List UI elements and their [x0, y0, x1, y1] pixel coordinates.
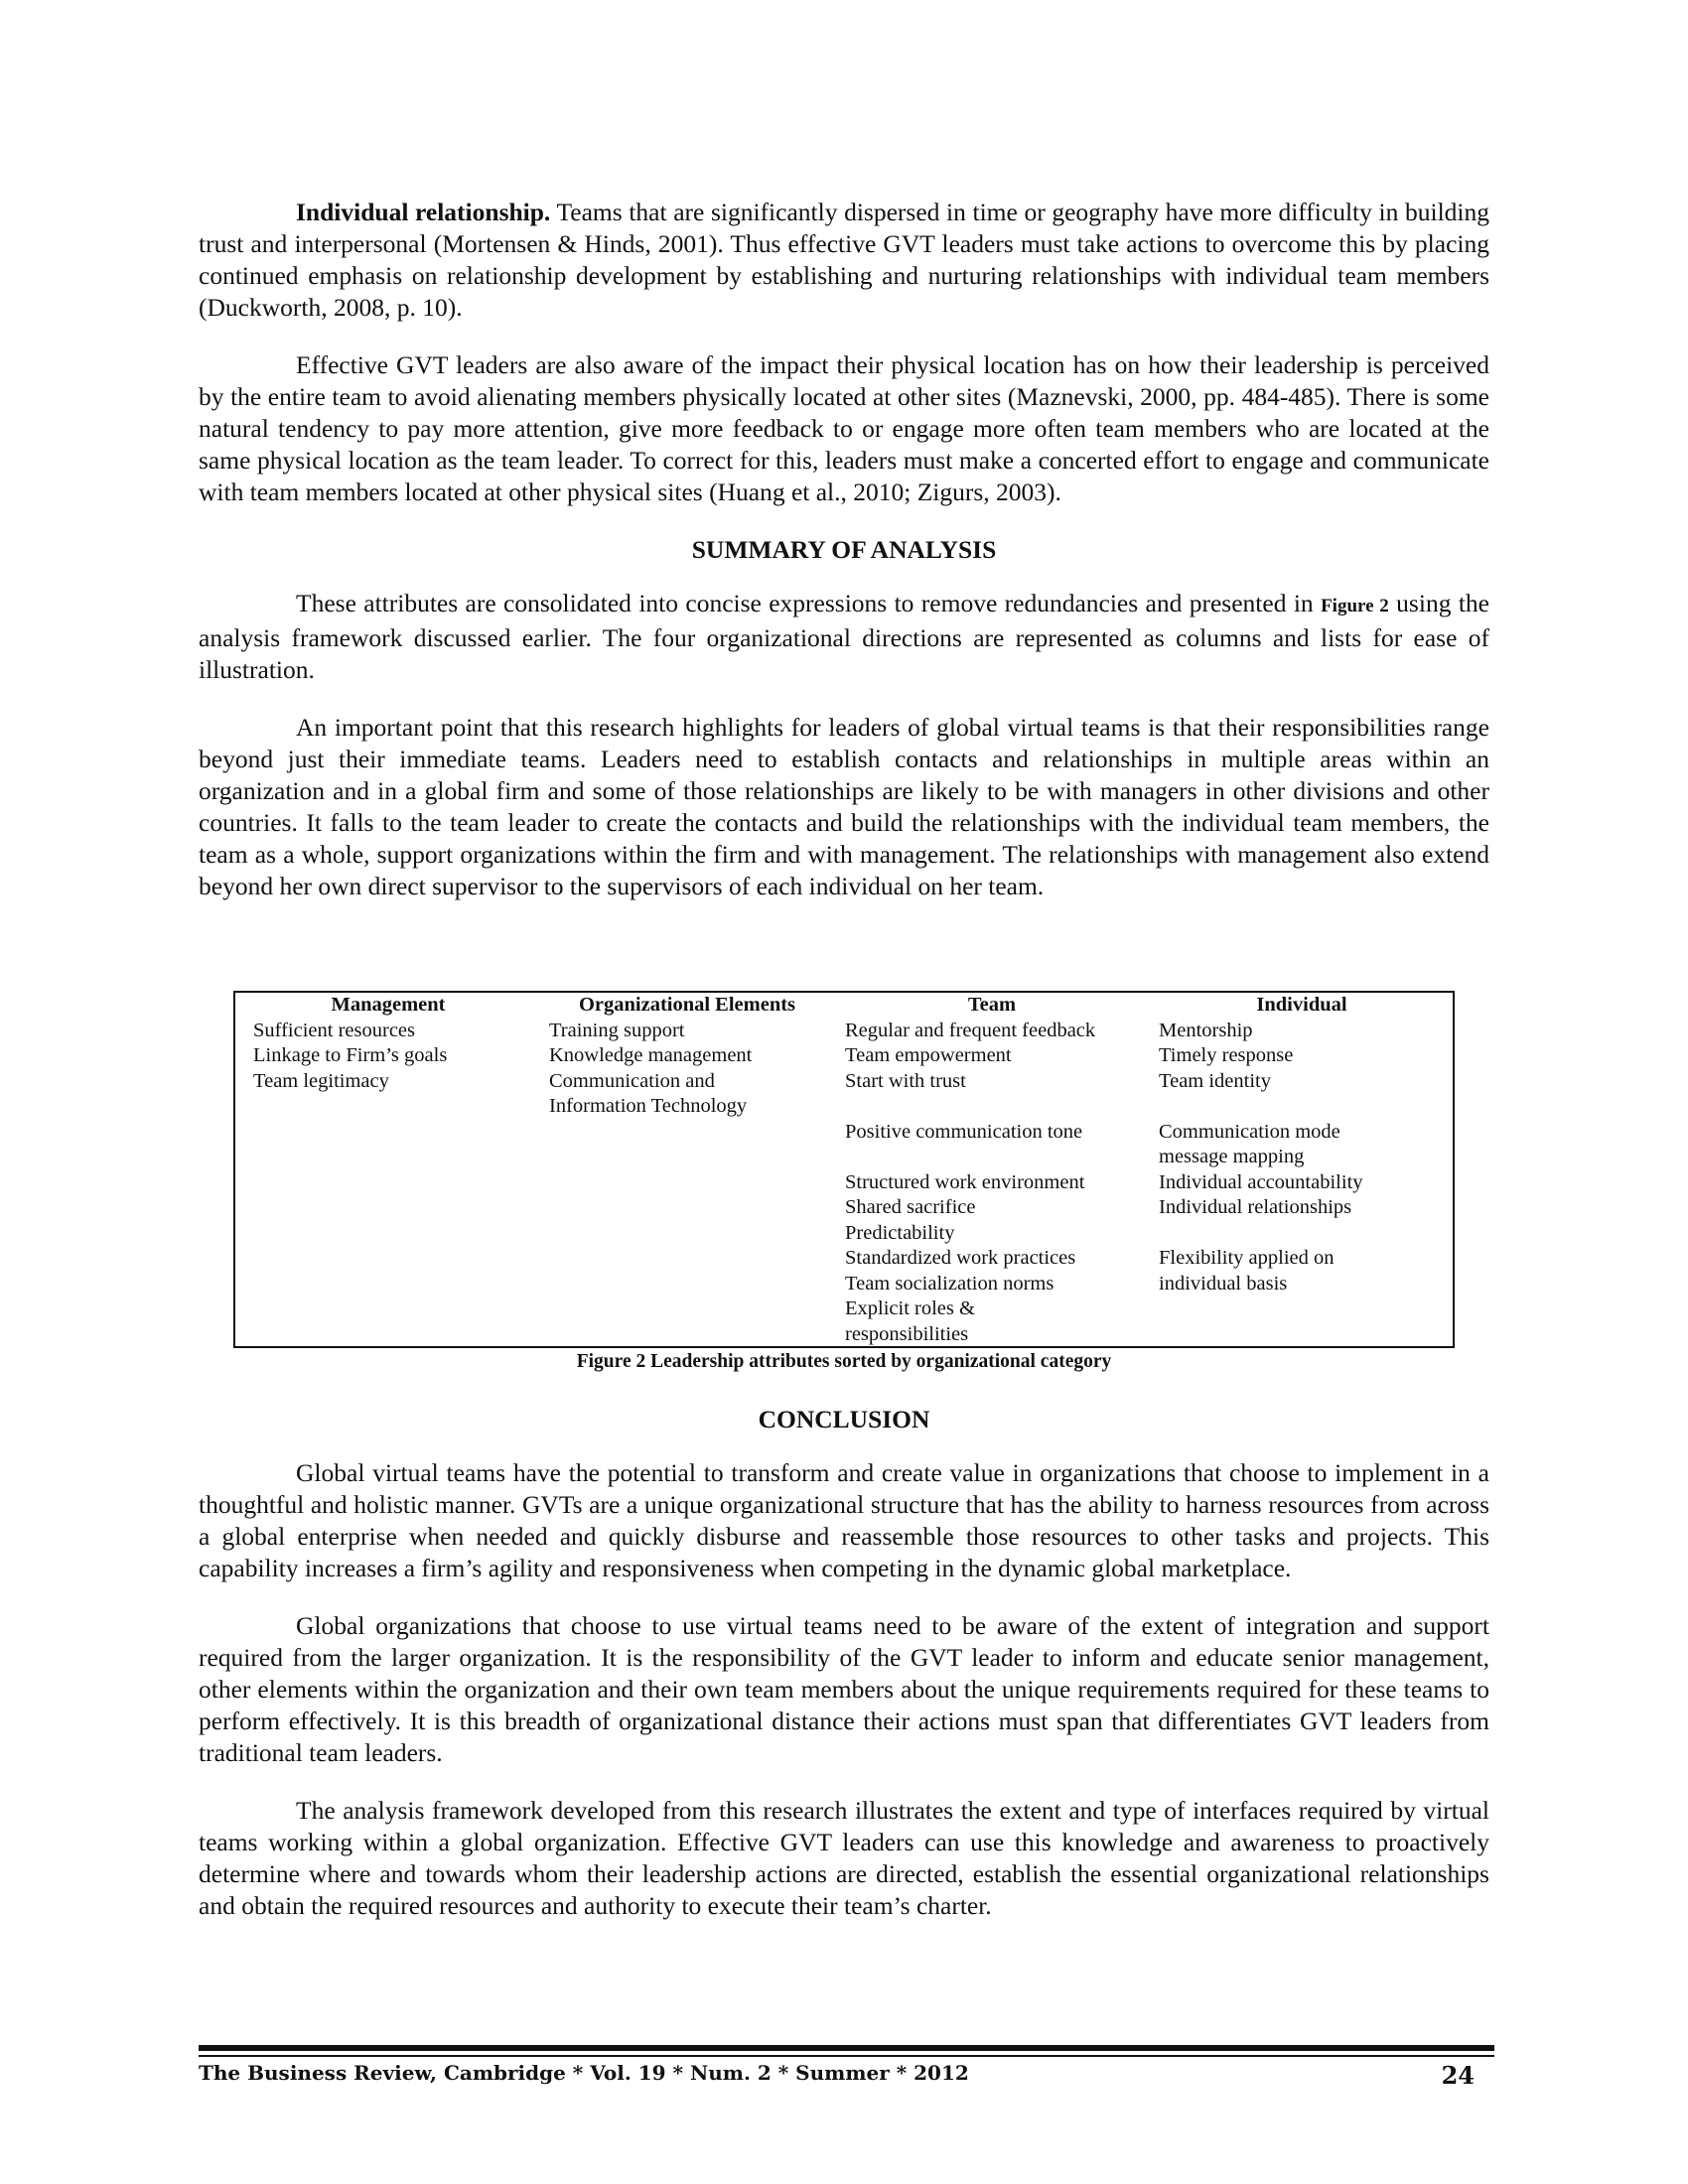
- journal-citation: The Business Review, Cambridge * Vol. 19 * Num. 2 * Summer * 2012: [199, 2061, 969, 2085]
- table-cell-item: Individual accountability: [1159, 1170, 1363, 1193]
- summary-text-before: These attributes are consolidated into concise expressions to remove redundancies and presented in: [296, 589, 1322, 617]
- figure-2-table: [233, 991, 1455, 1348]
- column-header-team: Team: [967, 994, 1017, 1016]
- table-cell-item: Predictability: [845, 1221, 955, 1244]
- table-cell-item: [1159, 1322, 1453, 1348]
- column-header-individual: Individual: [1256, 994, 1347, 1016]
- column-team: [833, 1019, 1151, 1348]
- table-cell-item: Regular and frequent feedback: [845, 1019, 1096, 1041]
- page-number: 24: [1441, 2061, 1475, 2090]
- table-cell-item: Sufficient resources: [253, 1019, 415, 1041]
- table-cell-item: Team empowerment: [845, 1044, 1012, 1066]
- paragraph-summary-1: [199, 588, 1489, 686]
- table-cell-item: Training support: [549, 1019, 685, 1041]
- table-cell-item: Positive communication tone: [845, 1120, 1083, 1143]
- table-cell-item: responsibilities: [845, 1322, 969, 1345]
- paragraph-conclusion-2: Global organizations that choose to use virtual teams need to be aware of the extent of integration and support required from the larger organization. It is the responsibility of the GVT leader to inform and educate senior management, other elements within the organization and their own team members about the unique requirements required for these teams to perform effectively. It is this breadth of organizational distance their actions must span that differentiates GVT leaders from traditional team leaders.: [199, 1611, 1489, 1767]
- figure-caption: Figure 2 Leadership attributes sorted by organizational category: [576, 1351, 1112, 1372]
- paragraph-individual-relationship: [199, 197, 1489, 324]
- column-organizational-elements: [541, 1019, 833, 1348]
- table-cell-item: Flexibility applied on: [1159, 1247, 1335, 1269]
- figure-reference: Figure 2: [1321, 596, 1389, 616]
- summary-text-after: using the analysis framework discussed earlier. The four organizational directions are represented as columns and lists for ease of illustration.: [199, 589, 1489, 684]
- column-header-organizational-elements: Organizational Elements: [578, 994, 796, 1016]
- attributes-table: [235, 993, 1453, 1347]
- table-cell-item: [1159, 1221, 1453, 1247]
- footer-rule-thick: [199, 2045, 1494, 2051]
- table-cell-item: Individual relationships: [1159, 1196, 1352, 1218]
- table-cell-item: [1159, 1094, 1453, 1120]
- paragraph-physical-location: Effective GVT leaders are also aware of the impact their physical location has on how their leadership is perceived by the entire team to avoid alienating members physically located at other sites (Maznevski, 2000, pp. 484-485). There is some natural tendency to pay more attention, give more feedback to or engage more often team members who are located at the same physical location as the team leader. To correct for this, leaders must make a concerted effort to engage and communicate with team members located at other physical sites (Huang et al., 2010; Zigurs, 2003).: [199, 350, 1489, 506]
- table-cell-item: Knowledge management: [549, 1044, 753, 1066]
- table-cell-item: Timely response: [1159, 1044, 1294, 1066]
- table-cell-item: Information Technology: [549, 1095, 748, 1117]
- table-cell-item: Team socialization norms: [845, 1272, 1055, 1295]
- conclusion-heading: CONCLUSION: [758, 1405, 930, 1433]
- paragraph-conclusion-1: Global virtual teams have the potential to transform and create value in organizations that choose to implement in a thoughtful and holistic manner. GVTs are a unique organizational structure that has the ability to harness resources from across a global enterprise when needed and quickly disburse and reassemble those resources to other tasks and projects. This capability increases a firm’s agility and responsiveness when competing in the dynamic global marketplace.: [199, 1458, 1489, 1582]
- table-cell-item: Communication mode: [1159, 1120, 1340, 1143]
- table-cell-item: individual basis: [1159, 1272, 1288, 1295]
- table-cell-item: Explicit roles &: [845, 1297, 975, 1319]
- table-cell-item: [845, 1145, 1151, 1170]
- column-individual: [1151, 1019, 1453, 1348]
- table-cell-item: Team legitimacy: [253, 1069, 389, 1092]
- table-cell-item: Team identity: [1159, 1069, 1271, 1092]
- paragraph-summary-2: An important point that this research highlights for leaders of global virtual teams is that their responsibilities range beyond just their immediate teams. Leaders need to establish contacts and relationships in multiple areas within an organization and in a global firm and some of those relationships are likely to be with managers in other divisions and other countries. It falls to the team leader to create the contacts and build the relationships with the individual team members, the team as a whole, support organizations within the firm and with management. The relationships with management also extend beyond her own direct supervisor to the supervisors of each individual on her team.: [199, 713, 1489, 900]
- table-cell-item: Start with trust: [845, 1069, 966, 1092]
- table-cell-item: [845, 1094, 1151, 1120]
- table-cell-item: Structured work environment: [845, 1170, 1085, 1193]
- column-header-management: Management: [331, 994, 446, 1016]
- article-body: [199, 197, 1489, 928]
- conclusion-section: [199, 1400, 1489, 1948]
- table-body-row: [235, 1019, 1453, 1348]
- table-cell-item: Shared sacrifice: [845, 1196, 976, 1218]
- table-header-row: [235, 993, 1453, 1019]
- paragraph-text: Teams that are significantly dispersed in time or geography have more difficulty in building trust and interpersonal (Mortensen & Hinds, 2001). Thus effective GVT leaders must take actions to overcome this by placing continued emphasis on relationship development by establishing and nurturing relationships with individual team members (Duckworth, 2008, p. 10).: [199, 198, 1489, 322]
- table-cell-item: Linkage to Firm’s goals: [253, 1044, 448, 1066]
- table-cell-item: Standardized work practices: [845, 1247, 1076, 1269]
- column-management: [235, 1019, 541, 1348]
- footer-rule-thin: [199, 2055, 1494, 2057]
- paragraph-conclusion-3: The analysis framework developed from this research illustrates the extent and type of interfaces required by virtual teams working within a global organization. Effective GVT leaders can use this knowledge and awareness to proactively determine where and towards whom their leadership actions are directed, establish the essential organizational relationships and obtain the required resources and authority to execute their team’s charter.: [199, 1796, 1489, 1920]
- paragraph-lead: Individual relationship.: [296, 198, 551, 226]
- table-cell-item: message mapping: [1159, 1146, 1305, 1167]
- summary-heading: SUMMARY OF ANALYSIS: [691, 535, 997, 564]
- page-footer: [199, 2061, 1494, 2090]
- table-cell-item: Mentorship: [1159, 1019, 1253, 1041]
- table-cell-item: Communication and: [549, 1069, 715, 1092]
- table-cell-item: [1159, 1297, 1453, 1322]
